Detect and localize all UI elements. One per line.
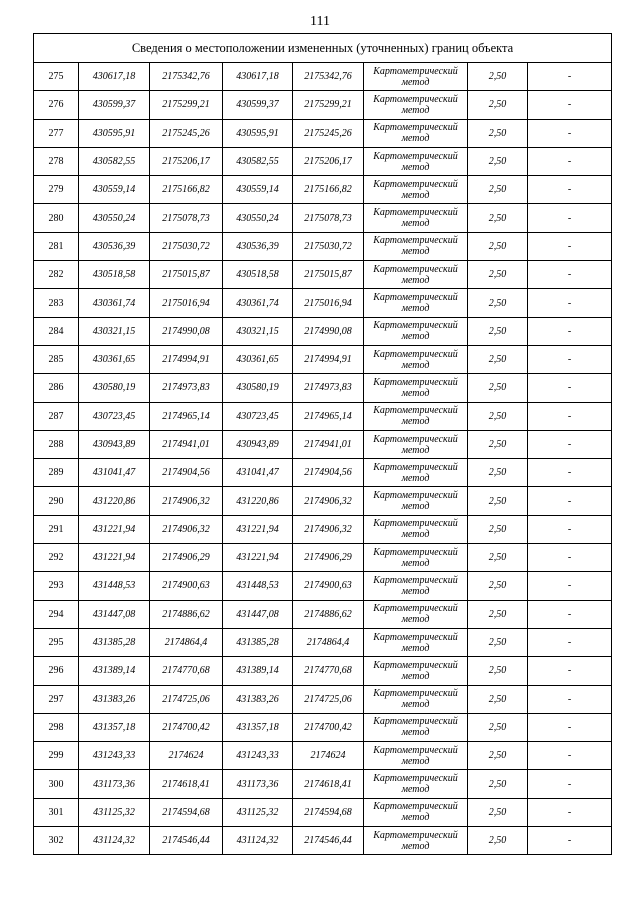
note-cell: - xyxy=(528,261,612,289)
note-cell: - xyxy=(528,374,612,402)
precision-cell: 2,50 xyxy=(468,657,528,685)
note-cell: - xyxy=(528,459,612,487)
precision-cell: 2,50 xyxy=(468,572,528,600)
precision-cell: 2,50 xyxy=(468,770,528,798)
table-row xyxy=(34,742,612,770)
x-coordinate-updated-cell: 431357,18 xyxy=(223,713,293,741)
y-coordinate-updated-cell: 2174725,06 xyxy=(293,685,364,713)
method-cell: Картометрический метод xyxy=(364,63,468,91)
y-coordinate-existing-cell: 2174906,32 xyxy=(150,487,223,515)
y-coordinate-existing-cell: 2175206,17 xyxy=(150,147,223,175)
point-number-cell: 278 xyxy=(34,147,79,175)
x-coordinate-updated-cell: 430536,39 xyxy=(223,232,293,260)
y-coordinate-updated-cell: 2174906,32 xyxy=(293,515,364,543)
note-cell: - xyxy=(528,827,612,855)
x-coordinate-updated-cell: 430617,18 xyxy=(223,63,293,91)
table-row xyxy=(34,261,612,289)
precision-cell: 2,50 xyxy=(468,685,528,713)
table-title: Сведения о местоположении измененных (уточненных) границ объекта xyxy=(34,34,612,63)
x-coordinate-existing-cell: 430723,45 xyxy=(79,402,150,430)
x-coordinate-updated-cell: 431221,94 xyxy=(223,515,293,543)
x-coordinate-existing-cell: 431221,94 xyxy=(79,515,150,543)
x-coordinate-existing-cell: 431124,32 xyxy=(79,827,150,855)
y-coordinate-existing-cell: 2174770,68 xyxy=(150,657,223,685)
precision-cell: 2,50 xyxy=(468,544,528,572)
precision-cell: 2,50 xyxy=(468,459,528,487)
x-coordinate-updated-cell: 431385,28 xyxy=(223,628,293,656)
method-cell: Картометрический метод xyxy=(364,742,468,770)
y-coordinate-updated-cell: 2175016,94 xyxy=(293,289,364,317)
precision-cell: 2,50 xyxy=(468,827,528,855)
precision-cell: 2,50 xyxy=(468,232,528,260)
y-coordinate-existing-cell: 2175245,26 xyxy=(150,119,223,147)
x-coordinate-updated-cell: 430599,37 xyxy=(223,91,293,119)
y-coordinate-updated-cell: 2175078,73 xyxy=(293,204,364,232)
point-number-cell: 276 xyxy=(34,91,79,119)
point-number-cell: 300 xyxy=(34,770,79,798)
x-coordinate-updated-cell: 431383,26 xyxy=(223,685,293,713)
x-coordinate-updated-cell: 430595,91 xyxy=(223,119,293,147)
x-coordinate-updated-cell: 430518,58 xyxy=(223,261,293,289)
x-coordinate-existing-cell: 431221,94 xyxy=(79,544,150,572)
table-row xyxy=(34,572,612,600)
method-cell: Картометрический метод xyxy=(364,713,468,741)
y-coordinate-updated-cell: 2175342,76 xyxy=(293,63,364,91)
point-number-cell: 290 xyxy=(34,487,79,515)
y-coordinate-existing-cell: 2174624 xyxy=(150,742,223,770)
table-row xyxy=(34,770,612,798)
method-cell: Картометрический метод xyxy=(364,459,468,487)
x-coordinate-updated-cell: 430361,74 xyxy=(223,289,293,317)
point-number-cell: 298 xyxy=(34,713,79,741)
method-cell: Картометрический метод xyxy=(364,147,468,175)
note-cell: - xyxy=(528,742,612,770)
note-cell: - xyxy=(528,713,612,741)
precision-cell: 2,50 xyxy=(468,119,528,147)
note-cell: - xyxy=(528,147,612,175)
point-number-cell: 293 xyxy=(34,572,79,600)
note-cell: - xyxy=(528,345,612,373)
y-coordinate-updated-cell: 2174546,44 xyxy=(293,827,364,855)
y-coordinate-updated-cell: 2175206,17 xyxy=(293,147,364,175)
method-cell: Картометрический метод xyxy=(364,261,468,289)
x-coordinate-updated-cell: 430559,14 xyxy=(223,176,293,204)
precision-cell: 2,50 xyxy=(468,147,528,175)
note-cell: - xyxy=(528,176,612,204)
x-coordinate-updated-cell: 430582,55 xyxy=(223,147,293,175)
y-coordinate-updated-cell: 2175015,87 xyxy=(293,261,364,289)
note-cell: - xyxy=(528,657,612,685)
precision-cell: 2,50 xyxy=(468,63,528,91)
y-coordinate-existing-cell: 2175015,87 xyxy=(150,261,223,289)
x-coordinate-existing-cell: 430599,37 xyxy=(79,91,150,119)
y-coordinate-existing-cell: 2174906,32 xyxy=(150,515,223,543)
note-cell: - xyxy=(528,572,612,600)
method-cell: Картометрический метод xyxy=(364,827,468,855)
point-number-cell: 281 xyxy=(34,232,79,260)
note-cell: - xyxy=(528,628,612,656)
note-cell: - xyxy=(528,232,612,260)
note-cell: - xyxy=(528,487,612,515)
point-number-cell: 291 xyxy=(34,515,79,543)
x-coordinate-updated-cell: 431125,32 xyxy=(223,798,293,826)
y-coordinate-updated-cell: 2174770,68 xyxy=(293,657,364,685)
y-coordinate-updated-cell: 2174973,83 xyxy=(293,374,364,402)
x-coordinate-existing-cell: 431125,32 xyxy=(79,798,150,826)
note-cell: - xyxy=(528,770,612,798)
method-cell: Картометрический метод xyxy=(364,798,468,826)
table-row xyxy=(34,685,612,713)
method-cell: Картометрический метод xyxy=(364,430,468,458)
point-number-cell: 297 xyxy=(34,685,79,713)
precision-cell: 2,50 xyxy=(468,628,528,656)
y-coordinate-existing-cell: 2174546,44 xyxy=(150,827,223,855)
point-number-cell: 299 xyxy=(34,742,79,770)
x-coordinate-updated-cell: 430321,15 xyxy=(223,317,293,345)
note-cell: - xyxy=(528,63,612,91)
precision-cell: 2,50 xyxy=(468,289,528,317)
x-coordinate-existing-cell: 431220,86 xyxy=(79,487,150,515)
note-cell: - xyxy=(528,289,612,317)
x-coordinate-existing-cell: 430518,58 xyxy=(79,261,150,289)
table-row xyxy=(34,119,612,147)
y-coordinate-existing-cell: 2174594,68 xyxy=(150,798,223,826)
x-coordinate-existing-cell: 430943,89 xyxy=(79,430,150,458)
method-cell: Картометрический метод xyxy=(364,487,468,515)
precision-cell: 2,50 xyxy=(468,600,528,628)
table-row xyxy=(34,289,612,317)
x-coordinate-existing-cell: 431041,47 xyxy=(79,459,150,487)
x-coordinate-updated-cell: 431221,94 xyxy=(223,544,293,572)
y-coordinate-existing-cell: 2175016,94 xyxy=(150,289,223,317)
method-cell: Картометрический метод xyxy=(364,657,468,685)
y-coordinate-updated-cell: 2174864,4 xyxy=(293,628,364,656)
y-coordinate-existing-cell: 2174906,29 xyxy=(150,544,223,572)
table-row xyxy=(34,91,612,119)
precision-cell: 2,50 xyxy=(468,204,528,232)
method-cell: Картометрический метод xyxy=(364,119,468,147)
table-row xyxy=(34,657,612,685)
y-coordinate-updated-cell: 2174990,08 xyxy=(293,317,364,345)
x-coordinate-updated-cell: 431173,36 xyxy=(223,770,293,798)
table-row xyxy=(34,147,612,175)
point-number-cell: 279 xyxy=(34,176,79,204)
y-coordinate-updated-cell: 2174594,68 xyxy=(293,798,364,826)
table-row xyxy=(34,176,612,204)
precision-cell: 2,50 xyxy=(468,515,528,543)
method-cell: Картометрический метод xyxy=(364,232,468,260)
y-coordinate-updated-cell: 2174994,91 xyxy=(293,345,364,373)
point-number-cell: 292 xyxy=(34,544,79,572)
point-number-cell: 302 xyxy=(34,827,79,855)
note-cell: - xyxy=(528,204,612,232)
table-row xyxy=(34,232,612,260)
x-coordinate-existing-cell: 430559,14 xyxy=(79,176,150,204)
y-coordinate-updated-cell: 2174618,41 xyxy=(293,770,364,798)
table-row xyxy=(34,317,612,345)
table-row xyxy=(34,487,612,515)
y-coordinate-updated-cell: 2174906,32 xyxy=(293,487,364,515)
table-row xyxy=(34,515,612,543)
point-number-cell: 277 xyxy=(34,119,79,147)
note-cell: - xyxy=(528,317,612,345)
x-coordinate-updated-cell: 431448,53 xyxy=(223,572,293,600)
y-coordinate-existing-cell: 2175166,82 xyxy=(150,176,223,204)
table-row xyxy=(34,459,612,487)
x-coordinate-existing-cell: 430580,19 xyxy=(79,374,150,402)
x-coordinate-updated-cell: 431243,33 xyxy=(223,742,293,770)
point-number-cell: 301 xyxy=(34,798,79,826)
method-cell: Картометрический метод xyxy=(364,317,468,345)
method-cell: Картометрический метод xyxy=(364,628,468,656)
y-coordinate-updated-cell: 2174906,29 xyxy=(293,544,364,572)
x-coordinate-updated-cell: 431389,14 xyxy=(223,657,293,685)
table-row xyxy=(34,63,612,91)
point-number-cell: 295 xyxy=(34,628,79,656)
table-row xyxy=(34,827,612,855)
x-coordinate-existing-cell: 431389,14 xyxy=(79,657,150,685)
point-number-cell: 287 xyxy=(34,402,79,430)
point-number-cell: 285 xyxy=(34,345,79,373)
table-row xyxy=(34,345,612,373)
x-coordinate-updated-cell: 431220,86 xyxy=(223,487,293,515)
x-coordinate-existing-cell: 430617,18 xyxy=(79,63,150,91)
y-coordinate-existing-cell: 2174904,56 xyxy=(150,459,223,487)
precision-cell: 2,50 xyxy=(468,402,528,430)
y-coordinate-updated-cell: 2174904,56 xyxy=(293,459,364,487)
x-coordinate-updated-cell: 430723,45 xyxy=(223,402,293,430)
point-number-cell: 288 xyxy=(34,430,79,458)
note-cell: - xyxy=(528,600,612,628)
point-number-cell: 286 xyxy=(34,374,79,402)
x-coordinate-existing-cell: 431385,28 xyxy=(79,628,150,656)
y-coordinate-updated-cell: 2175166,82 xyxy=(293,176,364,204)
method-cell: Картометрический метод xyxy=(364,544,468,572)
x-coordinate-existing-cell: 431243,33 xyxy=(79,742,150,770)
page-number: 111 xyxy=(310,14,330,29)
y-coordinate-updated-cell: 2175299,21 xyxy=(293,91,364,119)
y-coordinate-updated-cell: 2174941,01 xyxy=(293,430,364,458)
x-coordinate-updated-cell: 431041,47 xyxy=(223,459,293,487)
x-coordinate-existing-cell: 431383,26 xyxy=(79,685,150,713)
note-cell: - xyxy=(528,91,612,119)
precision-cell: 2,50 xyxy=(468,487,528,515)
point-number-cell: 280 xyxy=(34,204,79,232)
precision-cell: 2,50 xyxy=(468,176,528,204)
point-number-cell: 294 xyxy=(34,600,79,628)
boundary-coordinates-table xyxy=(33,33,612,855)
x-coordinate-existing-cell: 430582,55 xyxy=(79,147,150,175)
x-coordinate-updated-cell: 431447,08 xyxy=(223,600,293,628)
x-coordinate-updated-cell: 430550,24 xyxy=(223,204,293,232)
precision-cell: 2,50 xyxy=(468,345,528,373)
method-cell: Картометрический метод xyxy=(364,289,468,317)
y-coordinate-existing-cell: 2174941,01 xyxy=(150,430,223,458)
y-coordinate-updated-cell: 2175030,72 xyxy=(293,232,364,260)
y-coordinate-existing-cell: 2175078,73 xyxy=(150,204,223,232)
point-number-cell: 282 xyxy=(34,261,79,289)
table-row xyxy=(34,430,612,458)
y-coordinate-existing-cell: 2174864,4 xyxy=(150,628,223,656)
point-number-cell: 296 xyxy=(34,657,79,685)
y-coordinate-existing-cell: 2174990,08 xyxy=(150,317,223,345)
precision-cell: 2,50 xyxy=(468,742,528,770)
note-cell: - xyxy=(528,119,612,147)
method-cell: Картометрический метод xyxy=(364,374,468,402)
table-row xyxy=(34,374,612,402)
y-coordinate-existing-cell: 2174965,14 xyxy=(150,402,223,430)
x-coordinate-updated-cell: 430580,19 xyxy=(223,374,293,402)
y-coordinate-existing-cell: 2175030,72 xyxy=(150,232,223,260)
y-coordinate-updated-cell: 2175245,26 xyxy=(293,119,364,147)
y-coordinate-existing-cell: 2174700,42 xyxy=(150,713,223,741)
precision-cell: 2,50 xyxy=(468,713,528,741)
method-cell: Картометрический метод xyxy=(364,572,468,600)
point-number-cell: 284 xyxy=(34,317,79,345)
table-row xyxy=(34,628,612,656)
y-coordinate-existing-cell: 2174994,91 xyxy=(150,345,223,373)
x-coordinate-existing-cell: 431447,08 xyxy=(79,600,150,628)
note-cell: - xyxy=(528,798,612,826)
method-cell: Картометрический метод xyxy=(364,402,468,430)
x-coordinate-existing-cell: 430361,65 xyxy=(79,345,150,373)
method-cell: Картометрический метод xyxy=(364,515,468,543)
precision-cell: 2,50 xyxy=(468,374,528,402)
x-coordinate-existing-cell: 431173,36 xyxy=(79,770,150,798)
y-coordinate-existing-cell: 2174618,41 xyxy=(150,770,223,798)
point-number-cell: 289 xyxy=(34,459,79,487)
x-coordinate-existing-cell: 430361,74 xyxy=(79,289,150,317)
x-coordinate-updated-cell: 431124,32 xyxy=(223,827,293,855)
y-coordinate-updated-cell: 2174900,63 xyxy=(293,572,364,600)
x-coordinate-existing-cell: 431448,53 xyxy=(79,572,150,600)
precision-cell: 2,50 xyxy=(468,430,528,458)
x-coordinate-updated-cell: 430943,89 xyxy=(223,430,293,458)
note-cell: - xyxy=(528,515,612,543)
x-coordinate-existing-cell: 430595,91 xyxy=(79,119,150,147)
note-cell: - xyxy=(528,544,612,572)
method-cell: Картометрический метод xyxy=(364,600,468,628)
precision-cell: 2,50 xyxy=(468,91,528,119)
y-coordinate-existing-cell: 2174725,06 xyxy=(150,685,223,713)
table-row xyxy=(34,402,612,430)
table-row xyxy=(34,600,612,628)
precision-cell: 2,50 xyxy=(468,798,528,826)
table-row xyxy=(34,544,612,572)
method-cell: Картометрический метод xyxy=(364,91,468,119)
y-coordinate-updated-cell: 2174624 xyxy=(293,742,364,770)
y-coordinate-existing-cell: 2174886,62 xyxy=(150,600,223,628)
x-coordinate-existing-cell: 430550,24 xyxy=(79,204,150,232)
note-cell: - xyxy=(528,685,612,713)
note-cell: - xyxy=(528,402,612,430)
table-row xyxy=(34,713,612,741)
point-number-cell: 275 xyxy=(34,63,79,91)
y-coordinate-existing-cell: 2174900,63 xyxy=(150,572,223,600)
table-row xyxy=(34,798,612,826)
note-cell: - xyxy=(528,430,612,458)
table-title-row xyxy=(34,34,612,63)
x-coordinate-existing-cell: 430321,15 xyxy=(79,317,150,345)
y-coordinate-existing-cell: 2174973,83 xyxy=(150,374,223,402)
method-cell: Картометрический метод xyxy=(364,204,468,232)
precision-cell: 2,50 xyxy=(468,317,528,345)
y-coordinate-existing-cell: 2175299,21 xyxy=(150,91,223,119)
method-cell: Картометрический метод xyxy=(364,176,468,204)
y-coordinate-updated-cell: 2174886,62 xyxy=(293,600,364,628)
point-number-cell: 283 xyxy=(34,289,79,317)
y-coordinate-existing-cell: 2175342,76 xyxy=(150,63,223,91)
x-coordinate-updated-cell: 430361,65 xyxy=(223,345,293,373)
y-coordinate-updated-cell: 2174965,14 xyxy=(293,402,364,430)
method-cell: Картометрический метод xyxy=(364,770,468,798)
method-cell: Картометрический метод xyxy=(364,345,468,373)
x-coordinate-existing-cell: 431357,18 xyxy=(79,713,150,741)
method-cell: Картометрический метод xyxy=(364,685,468,713)
x-coordinate-existing-cell: 430536,39 xyxy=(79,232,150,260)
y-coordinate-updated-cell: 2174700,42 xyxy=(293,713,364,741)
precision-cell: 2,50 xyxy=(468,261,528,289)
table-row xyxy=(34,204,612,232)
